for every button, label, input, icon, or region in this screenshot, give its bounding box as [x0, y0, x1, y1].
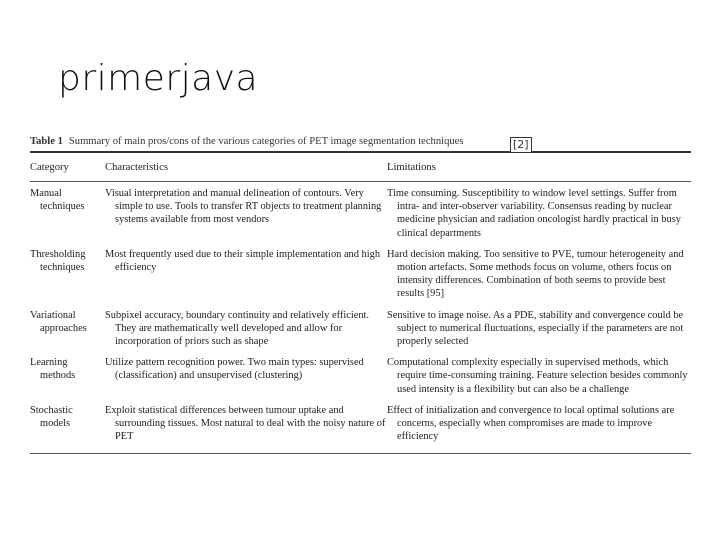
row-limitations: Hard decision making. Too sensitive to PVE, tumour heterogeneity and motion artefacts. Some methods focus on volume, others focus on intensity differences. Combination of both seems to provide best results [95]: [387, 248, 684, 300]
slide-title: primerjava: [58, 58, 259, 99]
row-category: Learning methods: [30, 357, 76, 382]
table-row: [30, 399, 691, 454]
table-row: [30, 351, 691, 399]
row-category: Stochastic models: [30, 404, 73, 430]
row-limitations: Computational complexity especially in supervised methods, which require time-consuming training. Feature selection besides commonly used intensity is a flexibility but can also be a challenge: [387, 357, 688, 395]
caption-label: Table 1: [30, 136, 63, 147]
row-characteristics: Visual interpretation and manual delineation of contours. Very simple to use. Tools to transfer RT objects to treatment planning systems available from most vendors: [105, 188, 382, 226]
row-limitations: Time consuming. Susceptibility to window level settings. Suffer from intra- and inter-observer variability. Consensus reading by nuclear medicine physician and radiation oncologist hardly practical in busy clinical departments: [387, 188, 681, 239]
row-category: Manual techniques: [30, 188, 85, 213]
summary-table: [30, 151, 691, 454]
row-characteristics: Subpixel accuracy, boundary continuity and relatively efficient. They are mathematically well developed and allow for incorporation of priors such as shape: [105, 309, 370, 348]
row-characteristics: Most frequently used due to their simple implementation and high efficiency: [105, 248, 381, 274]
row-category: Thresholding techniques: [30, 248, 86, 274]
reference-box: [2]: [510, 137, 532, 153]
caption-text: Summary of main pros/cons of the various categories of PET image segmentation techniques: [68, 136, 464, 147]
row-limitations: Effect of initialization and convergence to local optimal solutions are concerns, especially when compromises are made to improve efficiency: [387, 404, 675, 443]
row-characteristics: Utilize pattern recognition power. Two main types: supervised (classification) and unsupervised (clustering): [105, 357, 364, 382]
table-row: [30, 243, 691, 304]
header-characteristics: Characteristics: [105, 152, 387, 182]
table-figure: [30, 133, 691, 454]
header-category: Category: [30, 152, 105, 182]
row-limitations: Sensitive to image noise. As a PDE, stability and convergence could be subject to numerical fluctuations, especially if the parameters are not properly selected: [387, 309, 684, 348]
table-row: [30, 182, 691, 243]
header-limitations: Limitations: [387, 152, 691, 182]
table-row: [30, 304, 691, 352]
row-characteristics: Exploit statistical differences between tumour uptake and surrounding tissues. Most natural to deal with the noisy nature of PET: [105, 404, 386, 443]
table-header-row: [30, 152, 691, 182]
table-caption: [30, 133, 691, 151]
row-category: Variational approaches: [30, 309, 87, 334]
